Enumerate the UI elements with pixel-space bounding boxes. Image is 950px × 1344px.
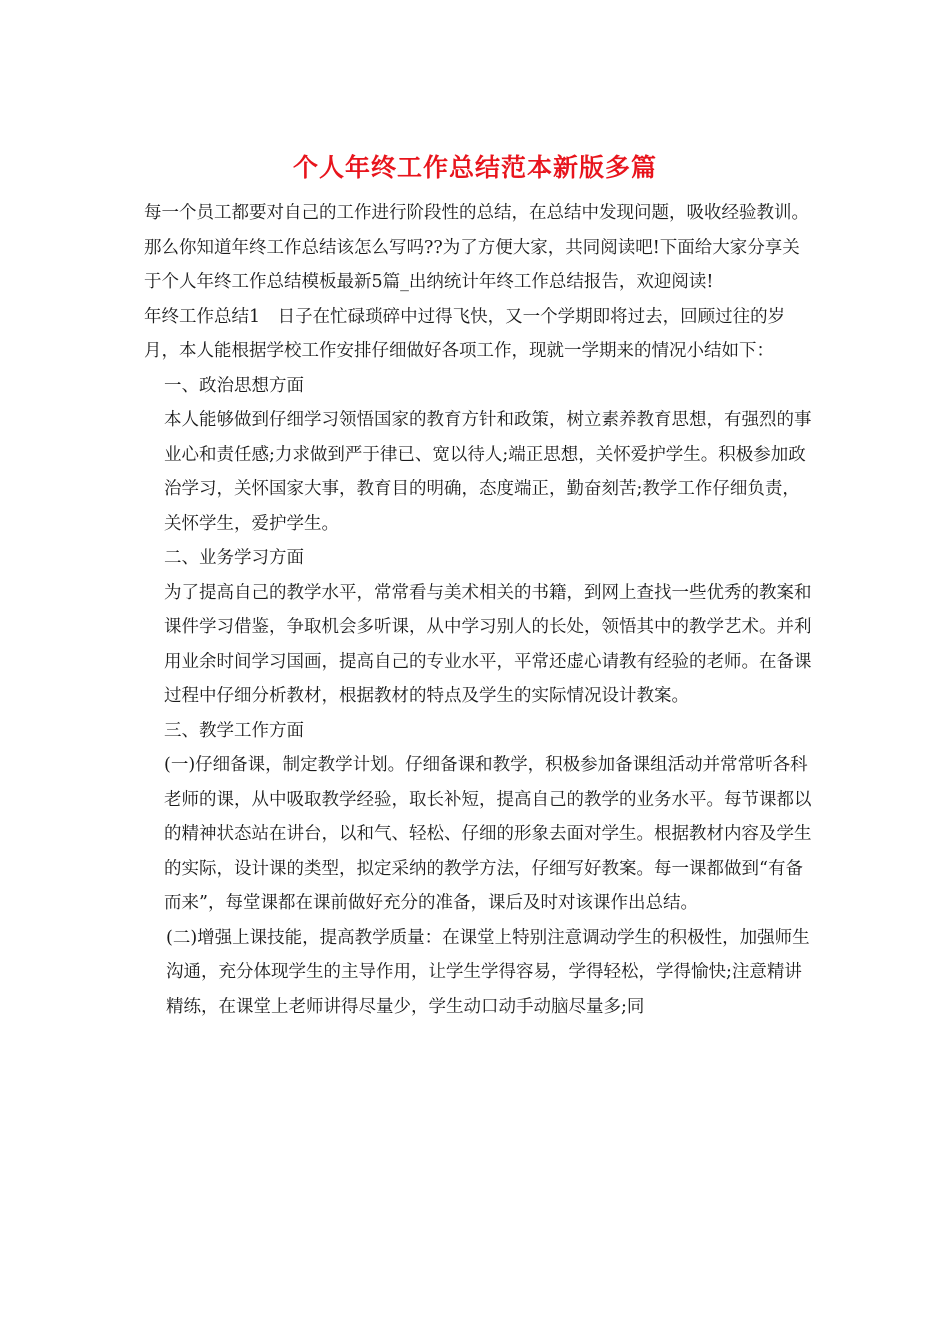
study-paragraph: 为了提高自己的教学水平，常常看与美术相关的书籍，到网上查找一些优秀的教案和课件学习借鉴，争取机会多听课，从中学习别人的长处，领悟其中的教学艺术。并利用业余时间学习国画，提高自己的专业水平，平常还虚心请教有经验的老师。在备课过程中仔细分析教材，根据教材的特点及学生的实际情况设计教案。 xyxy=(164,582,812,706)
document-body xyxy=(144,196,816,1024)
section-heading-politics: 一、政治思想方面 xyxy=(164,375,304,396)
teaching-paragraph-1: (一)仔细备课，制定教学计划。仔细备课和教学，积极参加备课组活动并常常听各科老师的课，从中吸取教学经验，取长补短，提高自己的教学的业务水平。每节课都以的精神状态站在讲台，以和气、轻松、仔细的形象去面对学生。根据教材内容及学生的实际，设计课的类型，拟定采纳的教学方法，仔细写好教案。每一课都做到“有备而来”，每堂课都在课前做好充分的准备，课后及时对该课作出总结。 xyxy=(164,755,812,913)
document-title: 个人年终工作总结范本新版多篇 xyxy=(292,153,657,182)
politics-paragraph: 本人能够做到仔细学习领悟国家的教育方针和政策，树立素养教育思想，有强烈的事业心和责任感;力求做到严于律已、宽以待人;端正思想，关怀爱护学生。积极参加政治学习，关怀国家大事，教育目的明确，态度端正，勤奋刻苦;教学工作仔细负责，关怀学生，爱护学生。 xyxy=(164,410,812,534)
section-heading-study: 二、业务学习方面 xyxy=(164,548,304,568)
intro-paragraph: 每一个员工都要对自己的工作进行阶段性的总结，在总结中发现问题，吸收经验教训。那么你知道年终工作总结该怎么写吗??为了方便大家，共同阅读吧!下面给大家分享关于个人年终工作总结模板最新5篇_出纳统计年终工作总结报告，欢迎阅读! xyxy=(144,203,809,292)
section-heading-teaching: 三、教学工作方面 xyxy=(164,720,304,741)
summary-1-opening-paragraph: 年终工作总结1 日子在忙碌琐碎中过得飞快，又一个学期即将过去，回顾过往的岁月，本人能根据学校工作安排仔细做好各项工作，现就一学期来的情况小结如下： xyxy=(144,306,786,361)
teaching-paragraph-2: (二)增强上课技能，提高教学质量：在课堂上特别注意调动学生的积极性，加强师生沟通，充分体现学生的主导作用，让学生学得容易，学得轻松，学得愉快;注意精讲精练，在课堂上老师讲得尽量少，学生动口动手动脑尽量多;同 xyxy=(166,927,810,1017)
